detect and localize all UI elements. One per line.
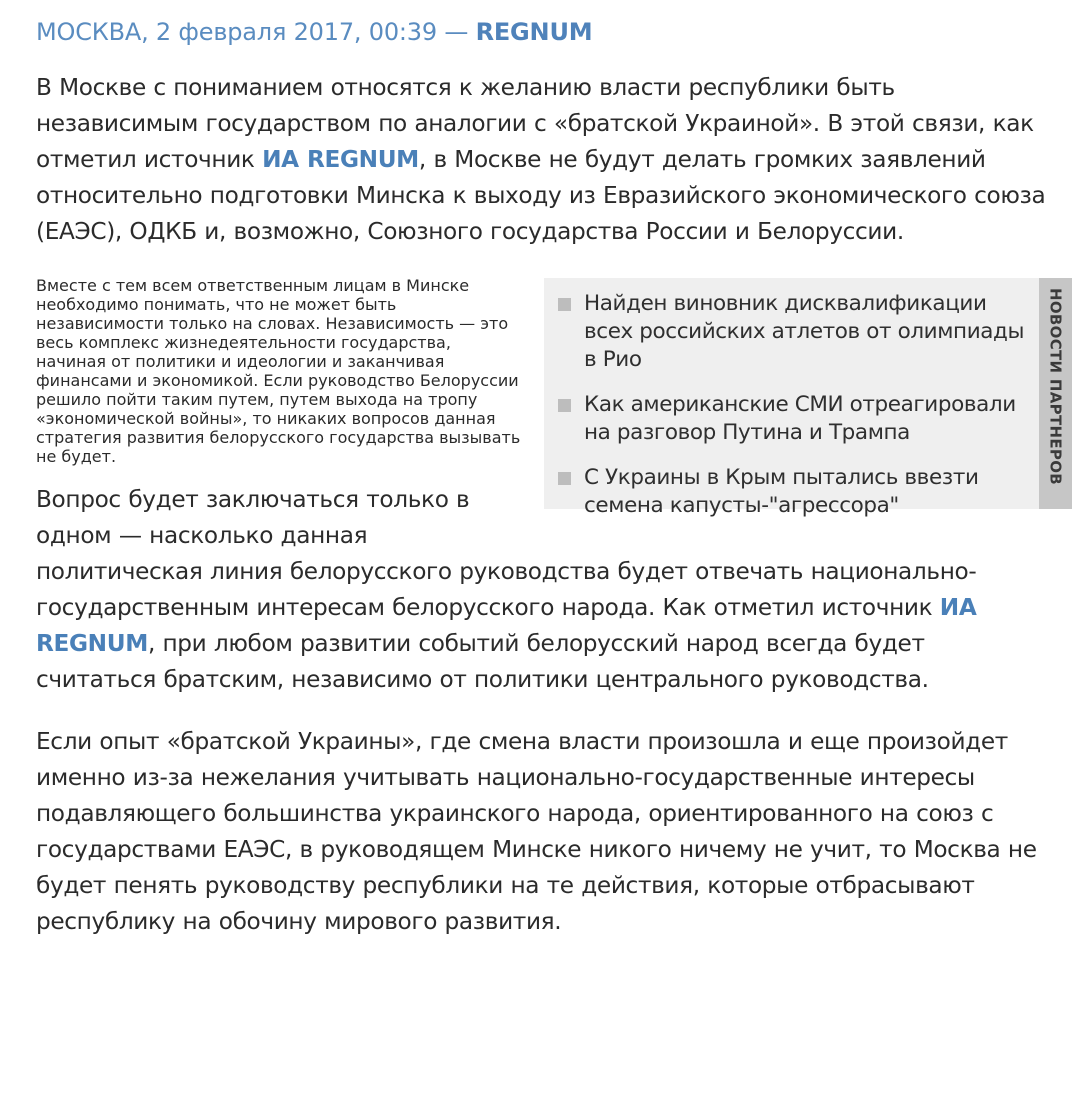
square-bullet-icon bbox=[558, 298, 571, 311]
partner-news-tab-label: НОВОСТИ ПАРТНЕРОВ bbox=[1046, 288, 1065, 485]
partner-news-tab bbox=[1039, 278, 1072, 509]
partner-news-item[interactable] bbox=[558, 391, 1032, 447]
dateline bbox=[36, 14, 1046, 50]
paragraph-3-text-after: , при любом развитии событий белорусский народ всегда будет считаться братским, независимо от политики центрального руководства. bbox=[36, 630, 929, 693]
regnum-link[interactable]: ИА REGNUM bbox=[36, 594, 977, 657]
paragraph-2-text: Вместе с тем всем ответственным лицам в Минске необходимо понимать, что не может быть независимости только на словах. Независимость — это весь комплекс жизнедеятельности государства, начиная от политики и идеологии и заканчивая финансами и экономикой. Если руководство Белоруссии решило пойти таким путем, путем выхода на тропу «экономической войны», то никаких вопросов данная стратегия развития белорусского государства вызывать не будет. bbox=[36, 276, 521, 466]
paragraph-4-text: Если опыт «братской Украины», где смена власти произошла и еще произойдет именно из-за нежелания учитывать национально-государственные интересы подавляющего большинства украинского народа, ориентированного на союз с государствами ЕАЭС, в руководящем Минске никого ничему не учит, то Москва не будет пенять руководству республики на те действия, которые отбрасывают республику на обочину мирового развития. bbox=[36, 728, 1037, 935]
regnum-link[interactable]: ИА REGNUM bbox=[262, 146, 419, 173]
partner-news-title[interactable]: Как американские СМИ отреагировали на разговор Путина и Трампа bbox=[584, 392, 1016, 445]
article bbox=[36, 14, 1065, 966]
partner-news-list bbox=[558, 290, 1032, 537]
partner-news-item[interactable] bbox=[558, 290, 1032, 374]
dateline-place-date: МОСКВА, 2 февраля 2017, 00:39 — bbox=[36, 18, 476, 46]
partner-news-title[interactable]: Найден виновник дисквалификации всех российских атлетов от олимпиады в Рио bbox=[584, 291, 1025, 372]
square-bullet-icon bbox=[558, 472, 571, 485]
paragraph-1-text-before: В Москве с пониманием относятся к желанию власти республики быть независимым государством по аналогии с «братской Украиной». В этой связи, как отметил источник bbox=[36, 74, 1034, 173]
partner-news-widget bbox=[544, 278, 1072, 518]
paragraph-4 bbox=[36, 724, 1046, 940]
partner-news-title[interactable]: С Украины в Крым пытались ввезти семена капусты-"агрессора" bbox=[584, 465, 979, 518]
paragraph-3-text-before: Вопрос будет заключаться только в одном — насколько данная политическая линия белорусского руководства будет отвечать национально-государственным интересам белорусского народа. Как отметил источник bbox=[36, 486, 977, 621]
square-bullet-icon bbox=[558, 399, 571, 412]
dateline-source[interactable]: REGNUM bbox=[475, 18, 593, 46]
paragraph-1 bbox=[36, 70, 1046, 250]
paragraph-1-text-after: , в Москве не будут делать громких заявлений относительно подготовки Минска к выходу из Евразийского экономического союза (ЕАЭС), ОДКБ и, возможно, Союзного государства России и Белоруссии. bbox=[36, 146, 1046, 245]
partner-news-item[interactable] bbox=[558, 464, 1032, 520]
